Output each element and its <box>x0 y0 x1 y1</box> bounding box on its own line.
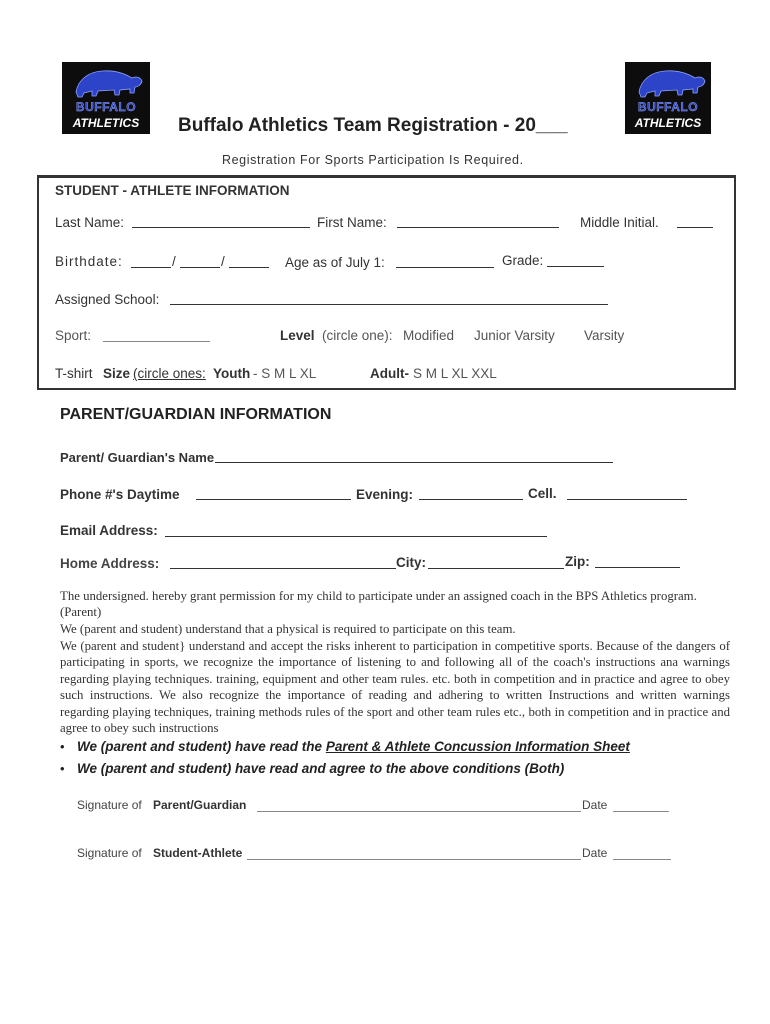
logo-buffalo-word: BUFFALO <box>75 100 137 114</box>
adult-sizes[interactable]: S M L XL XXL <box>413 366 497 381</box>
parent-signature-field[interactable] <box>257 800 581 812</box>
guardian-name-label: Parent/ Guardian's Name <box>60 450 215 465</box>
evening-label: Evening: <box>356 487 414 502</box>
birthdate-year-field[interactable] <box>229 256 269 268</box>
buffalo-athletics-logo-right <box>625 62 711 134</box>
student-date-label: Date <box>582 846 608 860</box>
middle-initial-label: Middle Initial. <box>580 215 659 230</box>
tshirt-size-label: Size <box>103 366 131 381</box>
zip-label: Zip: <box>565 554 590 569</box>
student-signature-prefix: Signature of <box>77 846 142 860</box>
level-option-varsity[interactable]: Varsity <box>584 328 625 343</box>
student-signature-field[interactable] <box>247 848 581 860</box>
youth-sizes[interactable]: - S M L XL <box>253 366 317 381</box>
buffalo-athletics-logo-left <box>62 62 150 134</box>
agreement-paragraph-permission: The undersigned. hereby grant permission for my child to participate under an assigned coach in the BPS Athletics program. <box>60 589 697 603</box>
page-title: Buffalo Athletics Team Registration - 20___ <box>178 115 568 136</box>
phone-daytime-field[interactable] <box>196 488 351 500</box>
bullet-2-marker: • <box>60 761 65 776</box>
last-name-label: Last Name: <box>55 215 125 230</box>
logo-athletics-word: ATHLETICS <box>72 116 140 130</box>
tshirt-hint: (circle ones: <box>133 366 206 381</box>
level-hint: (circle one): <box>322 328 393 343</box>
birthdate-month-field[interactable] <box>131 256 171 268</box>
buffalo-icon <box>62 62 150 102</box>
email-field[interactable] <box>165 525 547 537</box>
level-option-modified[interactable]: Modified <box>403 328 455 343</box>
bullet-agree-conditions: We (parent and student) have read and agree to the above conditions (Both) <box>77 761 565 776</box>
student-date-field[interactable] <box>613 848 671 860</box>
level-label: Level <box>280 328 315 343</box>
logo-athletics-word: ATHLETICS <box>634 116 702 130</box>
student-section-heading: STUDENT - ATHLETE INFORMATION <box>55 183 290 198</box>
age-field[interactable] <box>396 256 494 268</box>
student-signature-role: Student-Athlete <box>153 846 243 860</box>
level-option-junior-varsity[interactable]: Junior Varsity <box>474 328 555 343</box>
parent-signature-role: Parent/Guardian <box>153 798 247 812</box>
logo-buffalo-word: BUFFALO <box>637 100 699 114</box>
page-subtitle: Registration For Sports Participation Is Required. <box>222 153 524 167</box>
bullet-1-marker: • <box>60 739 65 754</box>
parent-date-field[interactable] <box>613 800 669 812</box>
buffalo-icon <box>625 62 711 102</box>
bullet-concussion <box>77 739 630 754</box>
last-name-field[interactable] <box>132 216 310 228</box>
birthdate-label: Birthdate: <box>55 254 123 269</box>
parent-date-label: Date <box>582 798 608 812</box>
age-label: Age as of July 1: <box>285 255 385 270</box>
city-field[interactable] <box>428 557 564 569</box>
phone-label: Phone #'s Daytime <box>60 487 180 502</box>
agreement-paragraph-physical: We (parent and student) understand that a physical is required to participate on this team. <box>60 622 516 636</box>
bullet-concussion-text: We (parent and student) have read the <box>77 739 323 754</box>
youth-label: Youth <box>213 366 251 381</box>
birthdate-slash-2: / <box>221 254 225 269</box>
grade-label: Grade: <box>502 253 544 268</box>
email-label: Email Address: <box>60 523 158 538</box>
cell-label: Cell. <box>528 486 557 501</box>
home-address-field[interactable] <box>170 557 396 569</box>
grade-field[interactable] <box>547 255 604 267</box>
parent-section-heading: PARENT/GUARDIAN INFORMATION <box>60 406 332 423</box>
birthdate-day-field[interactable] <box>180 256 220 268</box>
tshirt-label: T-shirt <box>55 366 93 381</box>
city-label: City: <box>396 555 426 570</box>
parent-signature-prefix: Signature of <box>77 798 142 812</box>
home-address-label: Home Address: <box>60 556 160 571</box>
phone-cell-field[interactable] <box>567 488 687 500</box>
birthdate-slash-1: / <box>172 254 176 269</box>
student-athlete-section <box>37 175 736 390</box>
middle-initial-field[interactable] <box>677 216 713 228</box>
zip-field[interactable] <box>595 556 680 568</box>
adult-label: Adult- <box>370 366 409 381</box>
agreement-parent-note: (Parent) <box>60 605 102 619</box>
sport-label: Sport: <box>55 328 92 343</box>
first-name-label: First Name: <box>317 215 387 230</box>
agreement-paragraph-risks: We (parent and student} understand and accept the risks inherent to participation in competitive sports. Because of the dangers of participating in sports, we recognize the importance of listening to and following all of the coach's instructions ana warnings regarding playing techniques. training, equipment and other team rules. etc. both in competition and in practice and agree to obey such instructions. We also recognize the importance of reading and adhering to written Instructions and written warnings regarding playing techniques, training methods rules of the sport and other team rules etc., both in competition and in practice and agree to obey such instructions <box>60 639 730 736</box>
phone-evening-field[interactable] <box>419 488 523 500</box>
concussion-sheet-link[interactable]: Parent & Athlete Concussion Information Sheet <box>325 739 630 754</box>
first-name-field[interactable] <box>397 216 559 228</box>
sport-field[interactable] <box>103 330 210 342</box>
guardian-name-field[interactable] <box>215 451 613 463</box>
assigned-school-label: Assigned School: <box>55 292 160 307</box>
assigned-school-field[interactable] <box>170 293 608 305</box>
